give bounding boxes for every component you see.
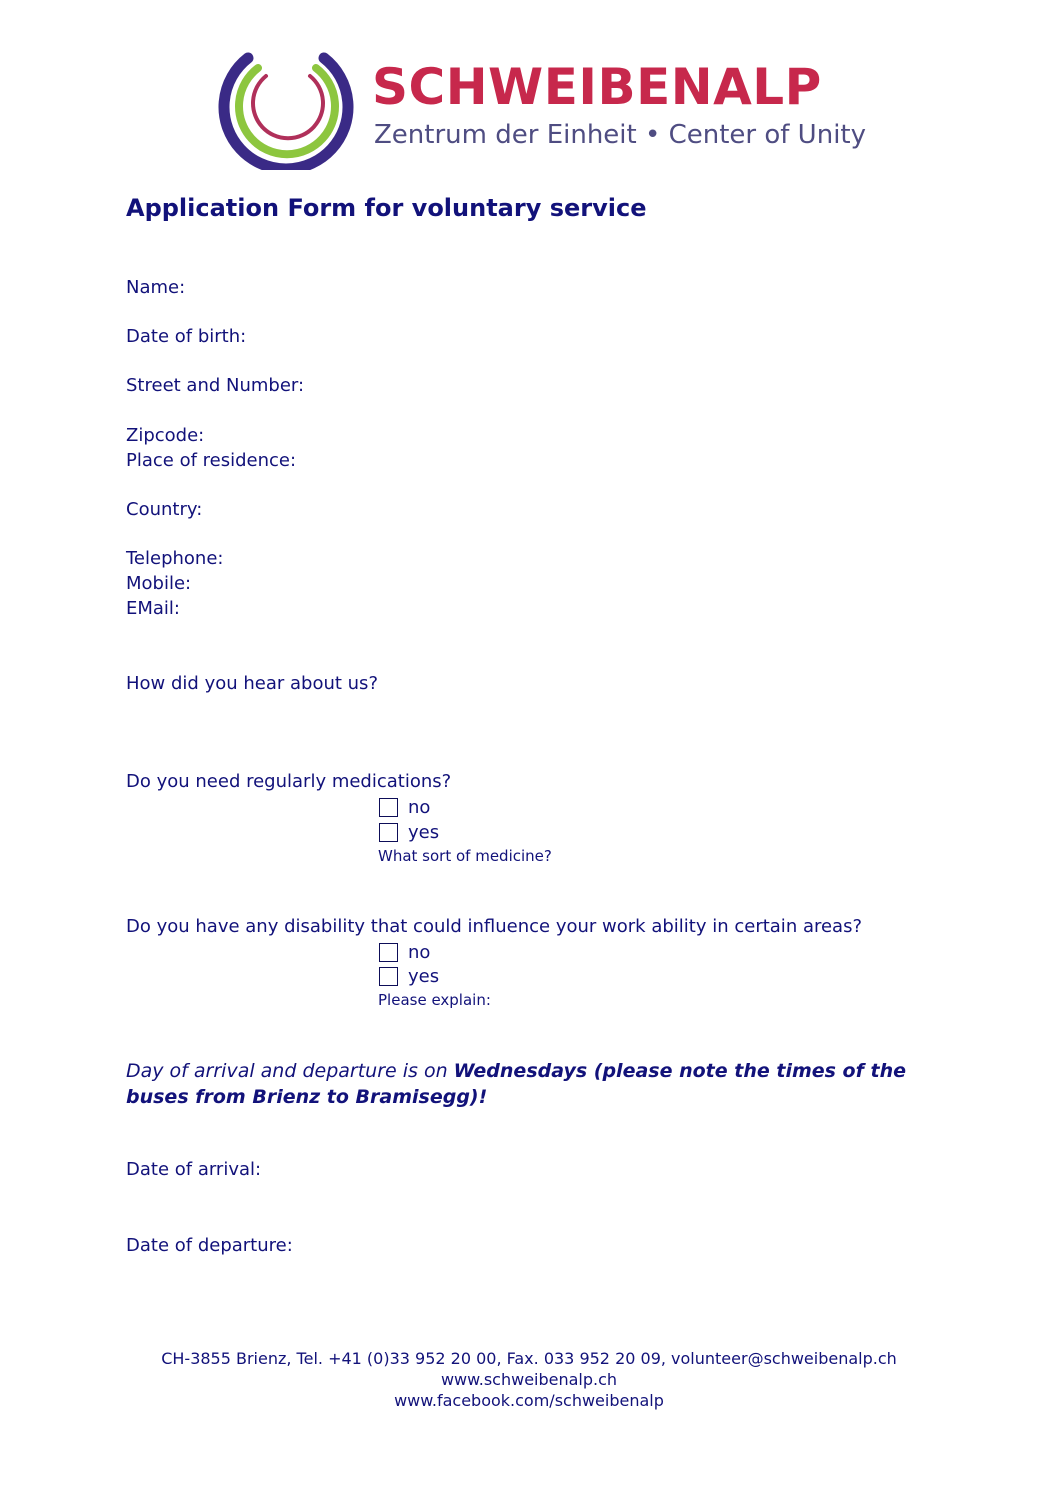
hear-about-question: How did you hear about us? bbox=[126, 673, 378, 694]
residence-label: Place of residence: bbox=[126, 450, 297, 471]
form-title: Application Form for voluntary service bbox=[126, 194, 647, 222]
mobile-label: Mobile: bbox=[126, 573, 192, 594]
country-label: Country: bbox=[126, 499, 203, 520]
disability-question: Do you have any disability that could influence your work ability in certain areas? bbox=[126, 916, 863, 937]
logo-magenta-ring bbox=[253, 76, 323, 138]
name-label: Name: bbox=[126, 277, 186, 298]
medications-followup: What sort of medicine? bbox=[378, 847, 552, 865]
arrival-label: Date of arrival: bbox=[126, 1159, 262, 1180]
brand-tagline: Zentrum der Einheit • Center of Unity bbox=[374, 120, 866, 150]
zipcode-label: Zipcode: bbox=[126, 425, 205, 446]
arrival-note-part1: Day of arrival and departure is on bbox=[126, 1060, 454, 1082]
brand-name: SCHWEIBENALP bbox=[372, 58, 822, 116]
footer-contact: CH-3855 Brienz, Tel. +41 (0)33 952 20 00, Fax. 033 952 20 09, volunteer@schweibenalp.ch bbox=[161, 1349, 897, 1368]
disability-no-checkbox[interactable] bbox=[379, 943, 398, 962]
footer-facebook[interactable]: www.facebook.com/schweibenalp bbox=[394, 1391, 664, 1410]
disability-no-label: no bbox=[408, 942, 431, 963]
arrival-note-part2: Wednesdays (please note the times of the buses from Brienz to Bramisegg)! bbox=[126, 1060, 906, 1108]
disability-yes-label: yes bbox=[408, 966, 440, 987]
schweibenalp-logo bbox=[218, 44, 354, 170]
medications-yes-label: yes bbox=[408, 822, 440, 843]
arrival-note bbox=[126, 1058, 926, 1110]
medications-yes-checkbox[interactable] bbox=[379, 823, 398, 842]
medications-no-label: no bbox=[408, 797, 431, 818]
disability-yes-checkbox[interactable] bbox=[379, 967, 398, 986]
departure-label: Date of departure: bbox=[126, 1235, 293, 1256]
medications-no-checkbox[interactable] bbox=[379, 798, 398, 817]
disability-followup: Please explain: bbox=[378, 991, 491, 1009]
telephone-label: Telephone: bbox=[126, 548, 224, 569]
footer-website[interactable]: www.schweibenalp.ch bbox=[440, 1370, 618, 1389]
email-label: EMail: bbox=[126, 598, 180, 619]
street-label: Street and Number: bbox=[126, 375, 305, 396]
medications-question: Do you need regularly medications? bbox=[126, 771, 452, 792]
dob-label: Date of birth: bbox=[126, 326, 247, 347]
